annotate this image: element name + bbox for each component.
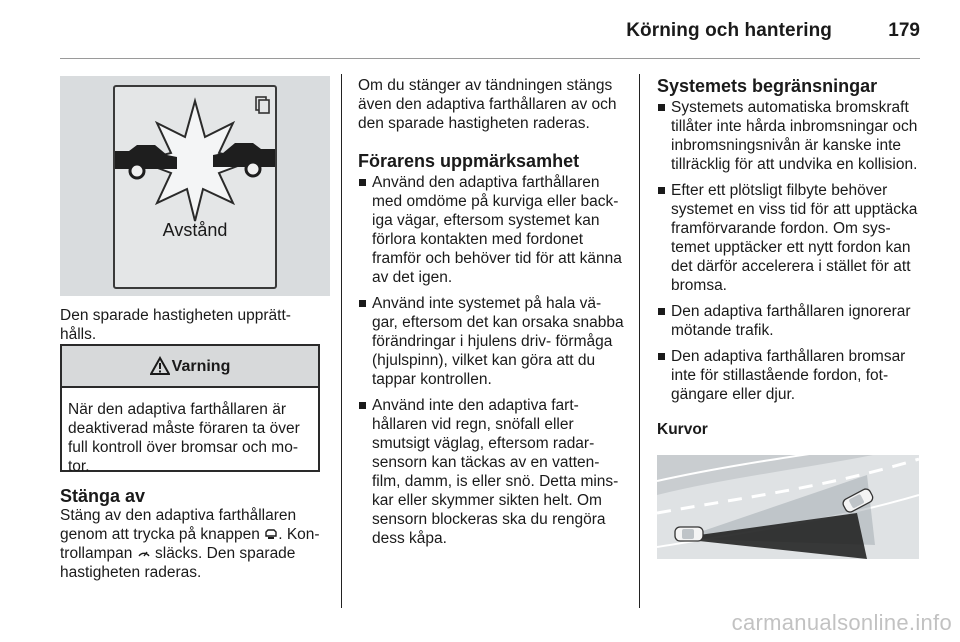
cruise-button-icon: [264, 527, 278, 541]
list-item: Den adaptiva farthållaren bromsar inte för stillastående fordon, fot- gängare eller djur.: [657, 347, 923, 404]
list-item: Använd inte den adaptiva fart- hållaren vid regn, snöfall eller smutsigt väglag, eftersom radar- sensorn kan täckas av en vatten- film, damm, is eller snö. Detta mins- kar eller skymmer sikten helt. Om sensorn blockeras ska du rengöra dess kåpa.: [358, 396, 628, 548]
watermark: carmanualsonline.info: [731, 610, 952, 635]
limitations-list: [657, 98, 923, 404]
section-heading-turn-off: Stänga av: [60, 486, 146, 506]
header-divider: [60, 58, 920, 59]
page-number: 179: [888, 20, 920, 41]
right-column: [657, 76, 923, 559]
figure-caption: Den sparade hastigheten upprätt- hålls.: [60, 307, 291, 343]
list-item: Använd inte systemet på hala vä- gar, eftersom det kan orsaka snabba förändringar i hjulens driv- förmåga (hjulspinn), vilket kan göra att du tappar kontrollen.: [358, 294, 628, 389]
middle-column: [358, 76, 628, 555]
display-screen: [113, 85, 277, 289]
subheading-curves: Kurvor: [657, 421, 708, 438]
car-front-icon: [675, 527, 703, 541]
curve-road-svg: [657, 455, 919, 559]
column-divider-1: [341, 74, 342, 608]
warning-heading: Varning: [171, 357, 231, 375]
collision-warning-icon: [115, 87, 275, 287]
list-item: Den adaptiva farthållaren ignorerar mötande trafik.: [657, 302, 923, 340]
warning-header: [62, 346, 318, 388]
driver-attention-list: [358, 173, 628, 548]
section-heading-limitations: Systemets begränsningar: [657, 76, 878, 96]
section-text-turn-off: Stäng av den adaptiva farthållaren genom att trycka på knappen . Kon- trollampan släcks. Den sparade hastigheten raderas.: [60, 507, 320, 581]
display-label: Avstånd: [162, 220, 228, 240]
distance-display-illustration: [60, 76, 330, 296]
list-item: Efter ett plötsligt filbyte behöver systemet en viss tid för att upptäcka framförvarande fordon. Om sys- temet upptäcker ett nytt fordon kan det därför accelerera i stället för att bromsa.: [657, 181, 923, 295]
page-header-title: Körning och hantering: [626, 20, 832, 41]
warning-box: [60, 344, 320, 475]
list-item: Använd den adaptiva farthållaren med omdöme på kurviga eller back- iga vägar, eftersom systemet kan förlora kontakten med fordonet framför och behöver tid för att känna av det igen.: [358, 173, 628, 287]
section-turn-off: [60, 486, 330, 582]
top-right-symbol-icon: [256, 97, 269, 113]
list-item: Systemets automatiska bromskraft tillåter inte hårda inbromsningar och inbromsningsnivån är kanske inte tillräcklig för att undvika en kollision.: [657, 98, 923, 174]
warning-text: När den adaptiva farthållaren är deaktiverad måste föraren ta över full kontroll över bromsar och mo- tor.: [68, 401, 300, 475]
section-heading-driver-attention: Förarens uppmärksamhet: [358, 151, 580, 171]
left-column: [60, 76, 328, 606]
curve-road-illustration: [657, 455, 919, 559]
warning-triangle-icon: [150, 356, 170, 376]
control-lamp-icon: [137, 546, 151, 560]
column-divider-2: [639, 74, 640, 608]
ignition-intro-text: Om du stänger av tändningen stängs även den adaptiva farthållaren av och den sparade hastigheten raderas.: [358, 77, 617, 132]
